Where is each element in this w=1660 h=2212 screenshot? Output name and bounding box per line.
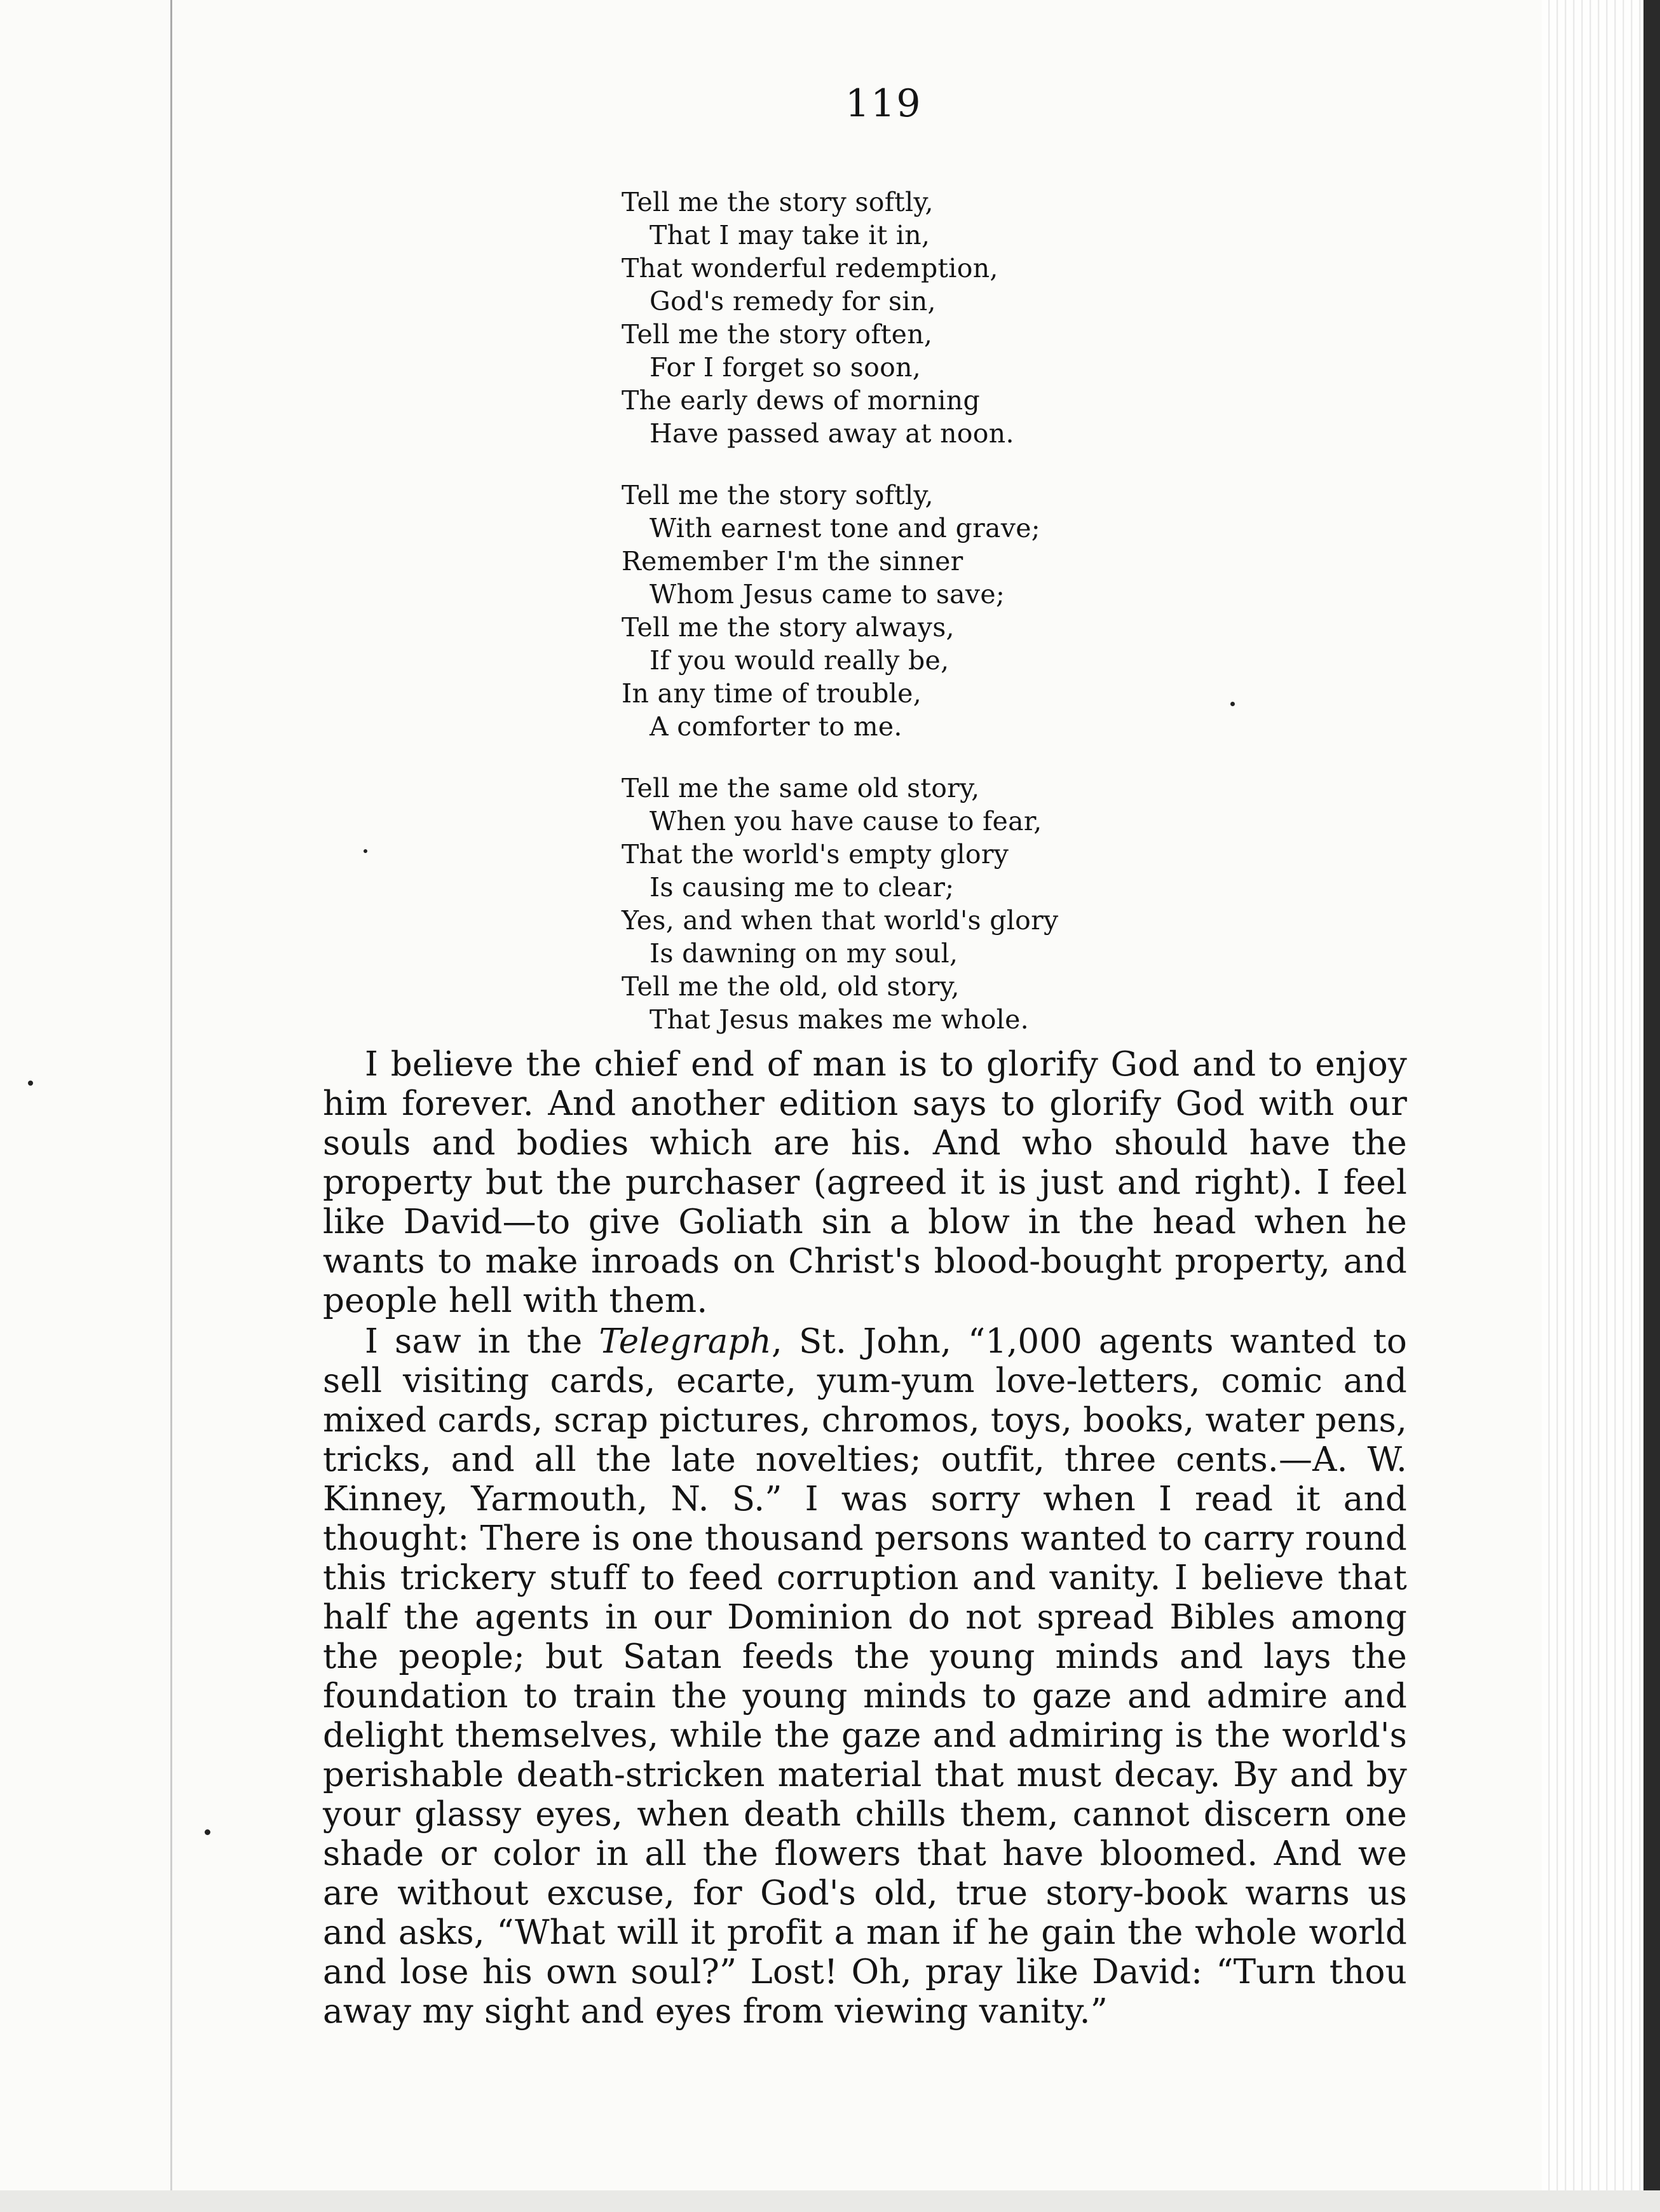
newspaper-title: Telegraph — [599, 1322, 772, 1361]
poem-line: That I may take it in, — [650, 220, 930, 250]
prose-body — [323, 1045, 1407, 2031]
page-number: 119 — [845, 81, 922, 126]
poem-line: God's remedy for sin, — [650, 286, 936, 317]
poem-line: That Jesus makes me whole. — [650, 1004, 1029, 1035]
paragraph-telegraph — [323, 1322, 1407, 2031]
poem-line: When you have cause to fear, — [650, 806, 1042, 836]
scan-speck — [364, 849, 367, 853]
poem-line: With earnest tone and grave; — [650, 513, 1040, 543]
poem-stanza-3 — [622, 772, 1155, 1036]
poem-line: The early dews of morning — [622, 385, 981, 416]
poem-line: Tell me the story often, — [622, 319, 933, 350]
poem-line: Have passed away at noon. — [650, 418, 1014, 449]
poem-line: Tell me the story softly, — [622, 187, 934, 217]
poem-stanza-2 — [622, 479, 1155, 743]
poem-line: In any time of trouble, — [622, 678, 922, 709]
poem-stanza-1 — [622, 186, 1155, 450]
poem-line: Tell me the same old story, — [622, 773, 980, 803]
poem-line: Tell me the old, old story, — [622, 971, 960, 1002]
poem-line: Tell me the story always, — [622, 612, 955, 643]
poem-line: That wonderful redemption, — [622, 253, 998, 283]
bottom-scan-edge — [0, 2190, 1660, 2212]
scan-speck — [28, 1081, 33, 1086]
paragraph-chief-end: I believe the chief end of man is to glorify God and to enjoy him forever. And another edition says to glorify God with our souls and bodies which are his. And who should have the property but the purchaser (agreed it is just and right). I feel like David—to give Goliath sin a blow in the head when he wants to make inroads on Christ's blood-bought property, and people hell with them. — [323, 1045, 1407, 1320]
poem-line: A comforter to me. — [650, 711, 902, 742]
poem-line: Is causing me to clear; — [650, 872, 955, 903]
page-edge-shadow — [1542, 0, 1643, 2212]
poem-line: Is dawning on my soul, — [650, 938, 958, 969]
poem-line: Yes, and when that world's glory — [622, 905, 1059, 936]
poem-line: Tell me the story softly, — [622, 480, 934, 510]
scan-speck — [205, 1829, 210, 1835]
paragraph-intro: I saw in the — [365, 1322, 583, 1361]
poem-line: Whom Jesus came to save; — [650, 579, 1005, 610]
poem-line: That the world's empty glory — [622, 839, 1009, 870]
poem-line: If you would really be, — [650, 645, 949, 676]
poem — [622, 186, 1155, 1065]
scan-border — [1643, 0, 1660, 2212]
poem-line: For I forget so soon, — [650, 352, 922, 383]
paragraph-body: , St. John, “1,000 agents wanted to sell visiting cards, ecarte, yum-yum love-letters, comic and mixed cards, scrap pictures, chromos, toys, books, water pens, tricks, and all the late novelties; outfit, three cents.—A. W. Kinney, Yarmouth, N. S.” I was sorry when I read it and thought: There is one thousand persons wanted to carry round this trickery stuff to feed corruption and vanity. I believe that half the agents in our Dominion do not spread Bibles among the people; but Satan feeds the young minds and lays the foundation to train the young minds to gaze and admire and delight themselves, while the gaze and admiring is the world's perishable death-stricken material that must decay. By and by your glassy eyes, when death chills them, cannot discern one shade or color in all the flowers that have bloomed. And we are without excuse, for God's old, true story-book warns us and asks, “What will it profit a man if he gain the whole world and lose his own soul?” Lost! Oh, pray like David: “Turn thou away my sight and eyes from viewing vanity.” — [323, 1322, 1407, 2031]
poem-line: Remember I'm the sinner — [622, 546, 963, 577]
gutter-line — [170, 0, 172, 2212]
scan-speck — [1230, 702, 1235, 706]
